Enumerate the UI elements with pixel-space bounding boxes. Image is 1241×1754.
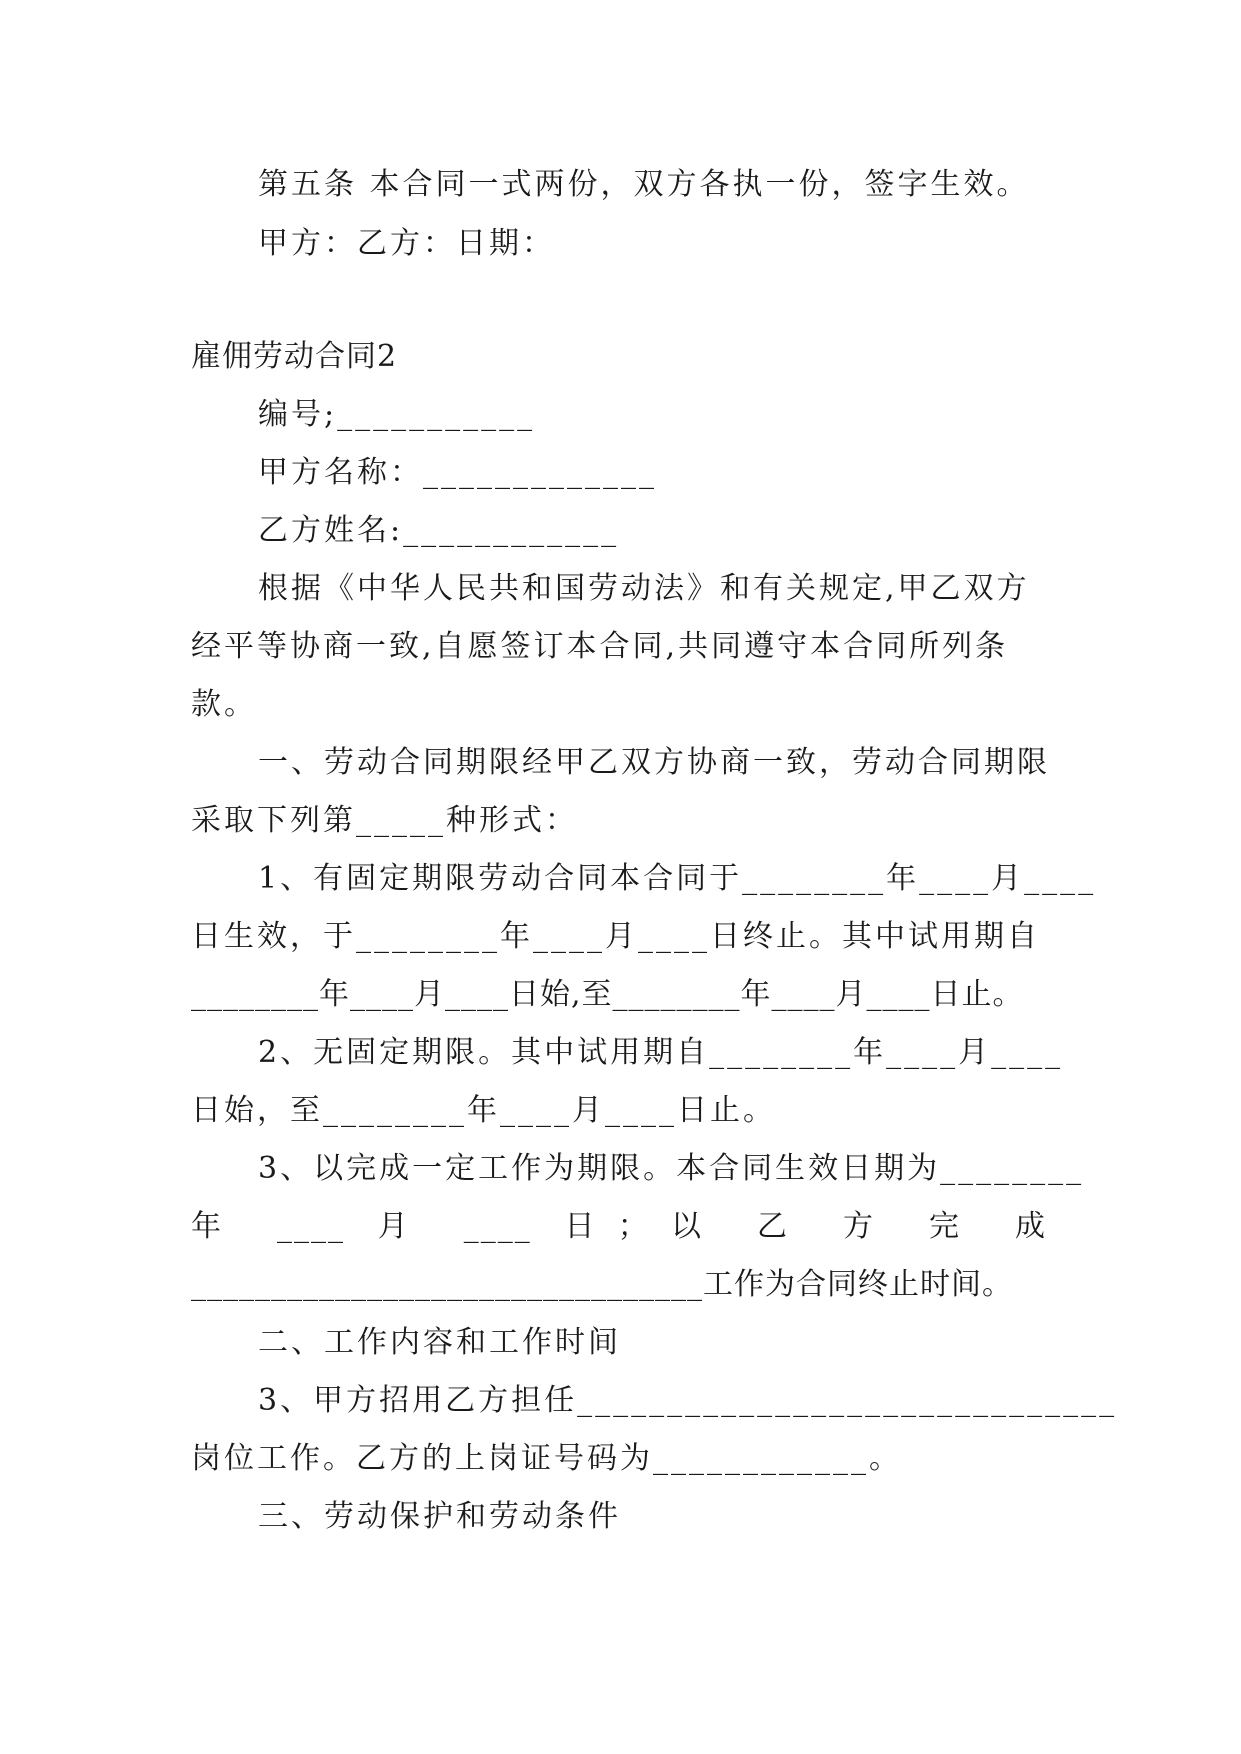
preamble-line-1: 根据《中华人民共和国劳动法》和有关规定,甲乙双方 (258, 571, 1030, 606)
contract-title: 雇佣劳动合同2 (191, 339, 398, 374)
item-3-line-1: 3、以完成一定工作为期限。本合同生效日期为________ (258, 1151, 1085, 1186)
clause-five: 第五条 本合同一式两份，双方各执一份，签字生效。 (258, 167, 1030, 202)
section-two-item-line-2: 岗位工作。乙方的上岗证号码为____________。 (191, 1441, 902, 1476)
signature-line: 甲方：乙方：日期： (258, 226, 555, 261)
party-a-name-field: 甲方名称：_____________ (258, 455, 657, 490)
item-1-line-1: 1、有固定期限劳动合同本合同于________年____月____ (258, 861, 1097, 896)
section-one-line-2: 采取下列第_____种形式： (191, 803, 578, 838)
preamble-line-3: 款。 (191, 687, 257, 722)
preamble-line-2: 经平等协商一致,自愿签订本合同,共同遵守本合同所列条 (191, 629, 1009, 664)
item-3-line-2: 年 ____ 月 ____ 日；以 乙 方 完 成 (191, 1209, 1047, 1244)
item-1-line-2: 日生效，于________年____月____日终止。其中试用期自 (191, 919, 1040, 954)
item-2-line-2: 日始，至________年____月____日止。 (191, 1093, 776, 1128)
item-1-line-3: ________年____月____日始,至________年____月____日止。 (191, 977, 1024, 1012)
item-2-line-1: 2、无固定期限。其中试用期自________年____月____ (258, 1035, 1064, 1070)
section-one-line-1: 一、劳动合同期限经甲乙双方协商一致，劳动合同期限 (258, 745, 1050, 780)
section-two-item-line-1: 3、甲方招用乙方担任______________________________ (258, 1383, 1118, 1418)
section-three-heading: 三、劳动保护和劳动条件 (258, 1499, 621, 1534)
party-b-name-field: 乙方姓名:____________ (258, 513, 620, 548)
section-two-heading: 二、工作内容和工作时间 (258, 1325, 621, 1360)
contract-number-field: 编号;___________ (258, 397, 536, 432)
item-3-line-3: ________________________________工作为合同终止时间。 (191, 1267, 1013, 1302)
